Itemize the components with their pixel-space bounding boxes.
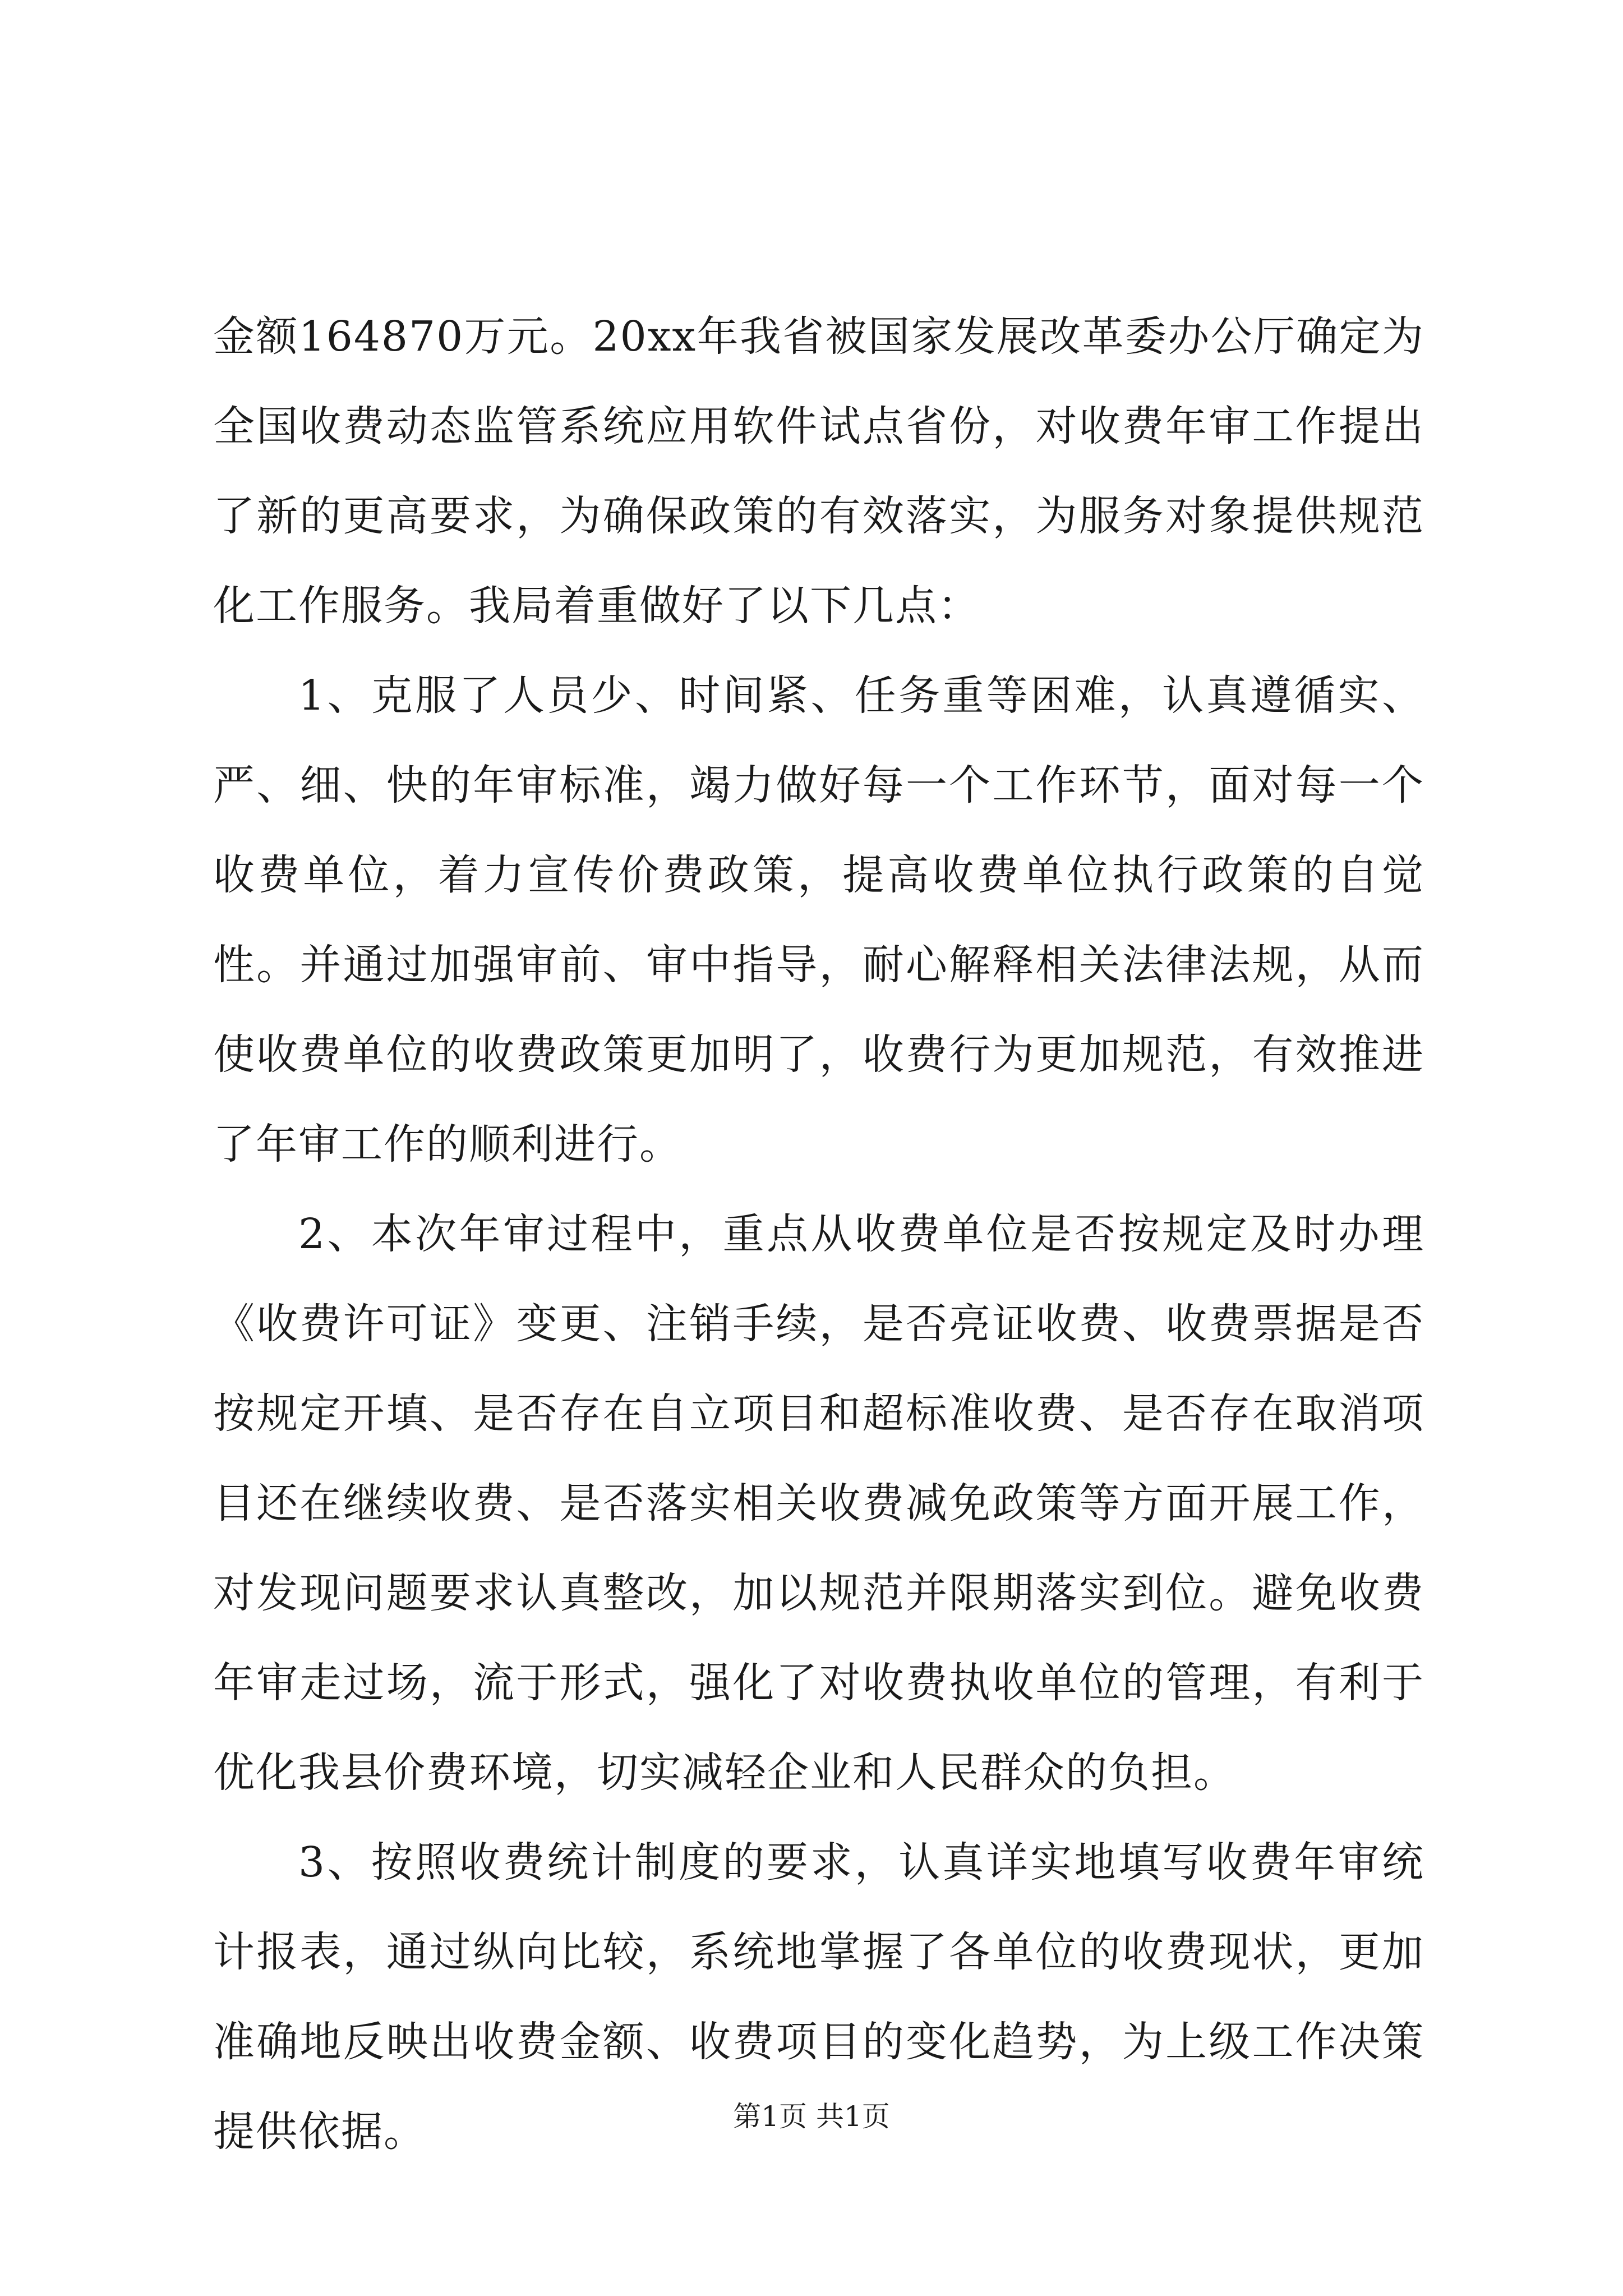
page-number-footer: 第1页 共1页 [733,2100,890,2133]
paragraph-point-1: 1、克服了人员少、时间紧、任务重等困难，认真遵循实、严、细、快的年审标准，竭力做好每一个工作环节，面对每一个收费单位，着力宣传价费政策，提高收费单位执行政策的自觉性。并通过加强审前、审中指导，耐心解释相关法律法规，从而使收费单位的收费政策更加明了，收费行为更加规范，有效推进了年审工作的顺利进行。 [213,671,1424,1168]
paragraph-point-3: 3、按照收费统计制度的要求，认真详实地填写收费年审统计报表，通过纵向比较，系统地掌握了各单位的收费现状，更加准确地反映出收费金额、收费项目的变化趋势，为上级工作决策提供依据。 [213,1838,1424,2156]
paragraph-intro: 金额164870万元。20xx年我省被国家发展改革委办公厅确定为全国收费动态监管系统应用软件试点省份，对收费年审工作提出了新的更高要求，为确保政策的有效落实，为服务对象提供规范化工作服务。我局着重做好了以下几点： [213,312,1424,630]
paragraph-point-2: 2、本次年审过程中，重点从收费单位是否按规定及时办理《收费许可证》变更、注销手续，是否亮证收费、收费票据是否按规定开填、是否存在自立项目和超标准收费、是否存在取消项目还在继续收费、是否落实相关收费减免政策等方面开展工作，对发现问题要求认真整改，加以规范并限期落实到位。避免收费年审走过场，流于形式，强化了对收费执收单位的管理，有利于优化我县价费环境，切实减轻企业和人民群众的负担。 [213,1210,1424,1797]
document-body [213,292,1424,2177]
